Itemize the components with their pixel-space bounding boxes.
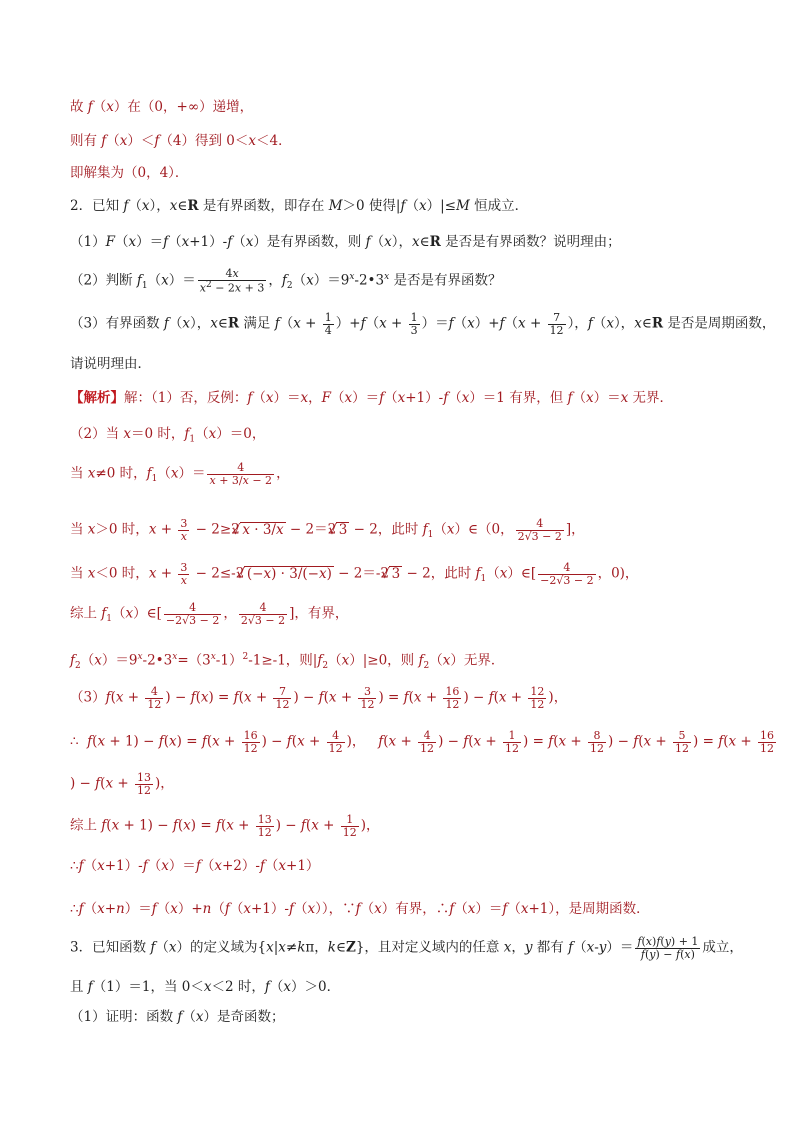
analysis-tag: 【解析】 [70,390,124,406]
solution-part-3-b: ∴ f(x + 1) − f(x) = f(x + $\frac{16}{12}$ ) − f(x + $\frac{4}{12}$ )， f(x + $\frac{4}{12}$ ) − f(x + $\frac{1}{12}$ ) = f(x + $\frac{8}{12}$ ) − f(x + $\frac{5}{12}$ ) = f(x + $\frac{16}{12}$ [70,729,774,755]
solution-part-3-a: （3）f(x + $\frac{4}{12}$ ) − f(x) = f(x + $\frac{7}{12}$ ) − f(x + $\frac{3}{12}$ ) = f(x + $\frac{16}{12}$ ) − f(x + $\frac{12}{12}$ )， [70,685,568,711]
problem-2-part-3: （3）有界函数 f（x），x∈R 满足 f（x + $\frac{1}{4}$ ）+f（x + $\frac{1}{3}$ ）＝f（x）+f（x + $\frac{7}{12}$ ），f（x），x∈R 是否是周期函数， [70,311,776,337]
solution-part-2-d: 当 x＜0 时，x + $\frac{3}{x}$ − 2≤-2√ (−x) · 3/(−x) − 2＝-2√ 3 − 2，此时 $f_1(x)\in$[ $\frac{4}{-2√3 - 2}$ ，0)， [70,562,638,586]
solution-part-2-a: （2）当 x＝0 时，$f_1(x)=0$， [70,426,266,445]
problem-2-part-3-cont: 请说明理由． [70,356,151,372]
problem-2-part-1: （1）F（x）＝f（x+1）-f（x）是有界函数，则 f（x），x∈R 是否是有界函数？说明理由； [70,234,621,250]
problem-3-condition: 且 f（1）＝1，当 0＜x＜2 时，f（x）＞0． [70,979,341,995]
solution-part-2-b: 当 x≠0 时，$f_1(x)=$ $\frac{4}{x + 3/x - 2}$ ， [70,461,290,487]
solution-part-2-e: 综上 $f_1(x)\in$[ $\frac{4}{-2√3 - 2}$ ， $\frac{4}{2√3 - 2}$ ]，有界， [70,601,349,627]
solution-part-3-f: ∴f（x+n）＝f（x）+n（f（x+1）-f（x）），∵f（x）有界，∴f（x）＝f（x+1），是周期函数． [70,901,650,917]
solution-line: 则有 f（x）＜f（4）得到 0＜x＜4． [70,133,292,149]
solution-part-2-f: $f_2(x)=9^x-2•3^x=(3^x-1)^2-1\ge-1$，则$|f_2(x)|\ge 0$，则 $f_2(x)$无界． [70,652,505,672]
solution-part-3-d: 综上 f(x + 1) − f(x) = f(x + $\frac{13}{12}$ ) − f(x + $\frac{1}{12}$ )， [70,813,380,839]
solution-line: 故 f（x）在（0，+∞）递增， [70,99,254,115]
solution-part-2-c: 当 x＞0 时，x + $\frac{3}{x}$ − 2≥2√ x · 3/x − 2＝2√ 3 − 2，此时 $f_1(x)\in(0$， $\frac{4}{2√3 - 2}$ ]， [70,518,585,542]
problem-2-part-2: （2）判断 $f_1(x)=$ $\frac{4x}{x^2 - 2x + 3}$ ，$f_2(x)=9^x-2•3^x$ 是否是有界函数？ [70,267,502,295]
problem-3-statement: 3．已知函数 f（x）的定义域为{x|x≠kπ，k∈Z}，且对定义域内的任意 x，y 都有 f（x-y）＝ $\frac{f(x)f(y) + 1}{f(y) - f(x)}$ 成立， [70,935,743,961]
solution-part-3-e: ∴f（x+1）-f（x）＝f（x+2）-f（x+1） [70,858,320,874]
solution-line: 即解集为（0，4）． [70,165,189,181]
solution-part-1: 【解析】解：（1）否，反例：f（x）＝x，F（x）＝f（x+1）-f（x）＝1 有界，但 f（x）＝x 无界． [70,390,674,406]
problem-3-part-1: （1）证明：函数 f（x）是奇函数； [70,1009,285,1025]
problem-2-statement: 2．已知 f（x），x∈R 是有界函数，即存在 M＞0 使得|f（x）|≤M 恒成立． [70,198,529,214]
solution-part-3-c: ) − f(x + $\frac{13}{12}$ )， [70,771,174,797]
